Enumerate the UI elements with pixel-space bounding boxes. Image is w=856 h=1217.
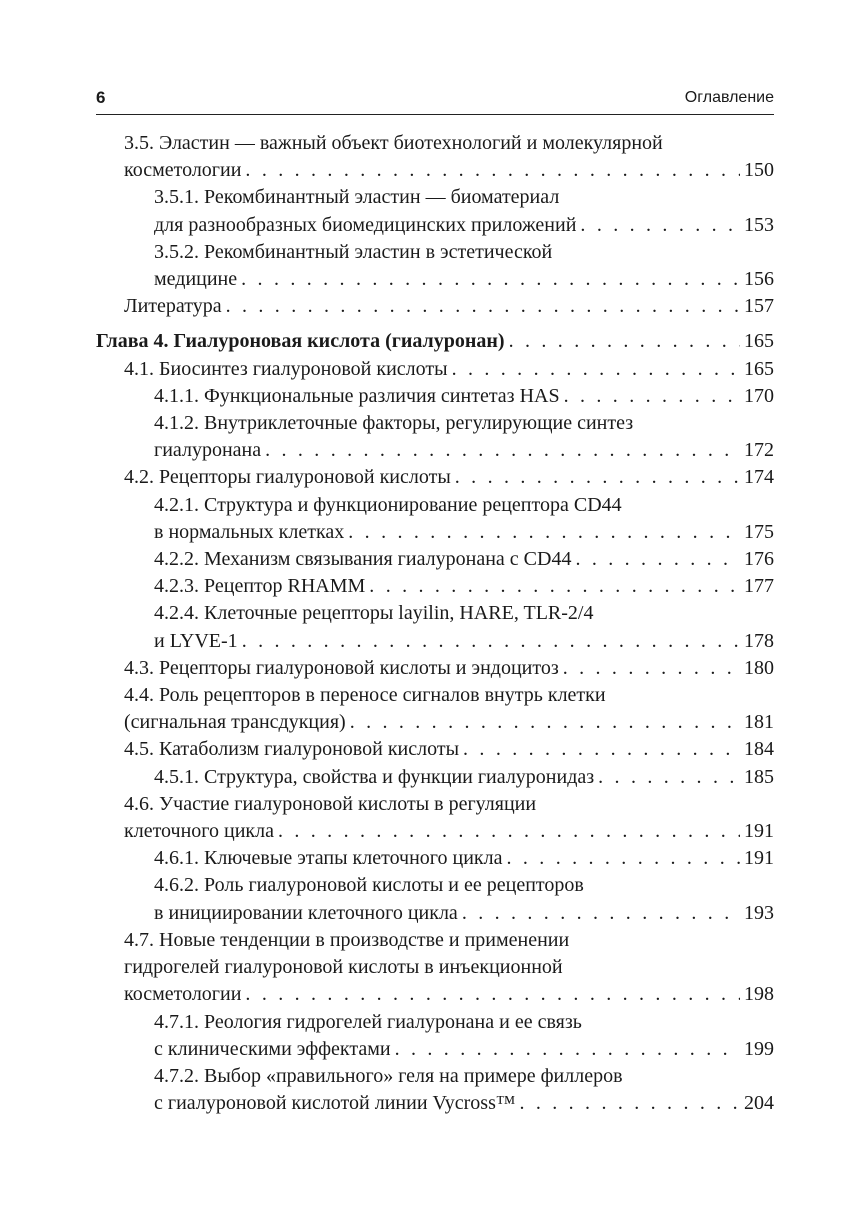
dot-leader bbox=[245, 157, 740, 184]
toc-page-number: 170 bbox=[744, 384, 774, 407]
toc-page-number: 191 bbox=[744, 847, 774, 870]
toc-entry-title-line: для разнообразных биомедицинских приложений bbox=[154, 213, 577, 236]
dot-leader bbox=[350, 709, 740, 736]
toc-entry bbox=[96, 383, 774, 410]
dot-leader bbox=[369, 573, 740, 600]
toc-entry-title-line: 4.3. Рецепторы гиалуроновой кислоты и эндоцитоз bbox=[124, 656, 559, 679]
toc-entry-title-line: 4.1. Биосинтез гиалуроновой кислоты bbox=[124, 357, 448, 380]
toc-page-number: 156 bbox=[744, 268, 774, 291]
dot-leader bbox=[278, 818, 740, 845]
toc-entry-title-line: 4.1.2. Внутриклеточные факторы, регулирующие синтез bbox=[154, 412, 634, 435]
toc-entry bbox=[96, 682, 774, 736]
toc-entry bbox=[96, 410, 774, 464]
toc-page-number: 176 bbox=[744, 548, 774, 571]
toc-entry bbox=[96, 464, 774, 491]
dot-leader bbox=[580, 212, 740, 239]
toc-entry-title-line: и LYVE-1 bbox=[154, 629, 238, 652]
dot-leader bbox=[564, 383, 740, 410]
dot-leader bbox=[462, 900, 740, 927]
dot-leader bbox=[348, 519, 740, 546]
toc-page-number: 204 bbox=[744, 1092, 774, 1115]
toc-entry-title-line: 4.2.3. Рецептор RHAMM bbox=[154, 575, 366, 598]
toc-entry-title-line: 4.2.4. Клеточные рецепторы layilin, HARE, TLR-2/4 bbox=[154, 602, 594, 625]
toc-entry bbox=[96, 600, 774, 654]
toc-entry-title-line: Литература bbox=[124, 295, 222, 318]
toc-entry-title-line: 3.5.1. Рекомбинантный эластин — биоматериал bbox=[154, 186, 560, 209]
toc-entry bbox=[96, 927, 774, 1009]
toc-page-number: 199 bbox=[744, 1037, 774, 1060]
toc-entry-title-line: медицине bbox=[154, 268, 238, 291]
running-title: Оглавление bbox=[684, 89, 774, 106]
toc-entry-title-line: гиалуронана bbox=[154, 439, 262, 462]
toc-entry-title-line: 3.5. Эластин — важный объект биотехнологий и молекулярной bbox=[124, 132, 663, 154]
dot-leader bbox=[395, 1036, 740, 1063]
toc-entry-title-line: 3.5.2. Рекомбинантный эластин в эстетической bbox=[154, 240, 553, 263]
toc-entry-title-line: в инициировании клеточного цикла bbox=[154, 901, 458, 924]
toc-entry bbox=[96, 573, 774, 600]
toc-entry bbox=[96, 239, 774, 293]
toc-entry-title-line: 4.7. Новые тенденции в производстве и применении bbox=[124, 928, 570, 951]
dot-leader bbox=[241, 266, 740, 293]
toc-entry-title-line: 4.2.1. Структура и функционирование рецептора CD44 bbox=[154, 493, 622, 516]
dot-leader bbox=[265, 437, 740, 464]
toc-page-number: 191 bbox=[744, 820, 774, 843]
toc-page-number: 172 bbox=[744, 439, 774, 462]
toc-entry-title-line: 4.6.2. Роль гиалуроновой кислоты и ее рецепторов bbox=[154, 874, 584, 897]
toc-entry bbox=[96, 1063, 774, 1117]
page-number: 6 bbox=[96, 88, 106, 107]
toc-page-number: 193 bbox=[744, 901, 774, 924]
toc-entry-title-line: с клиническими эффектами bbox=[154, 1037, 391, 1060]
dot-leader bbox=[242, 628, 740, 655]
toc-entry-title-line: 4.2. Рецепторы гиалуроновой кислоты bbox=[124, 466, 451, 489]
dot-leader bbox=[455, 464, 740, 491]
toc-entry bbox=[96, 293, 774, 320]
toc-entry bbox=[96, 1009, 774, 1063]
toc-entry-title-line: 4.5.1. Структура, свойства и функции гиалуронидаз bbox=[154, 765, 595, 788]
table-of-contents bbox=[96, 130, 774, 1117]
toc-entry-title-line: клеточного цикла bbox=[124, 820, 274, 843]
dot-leader bbox=[226, 293, 740, 320]
toc-page-number: 153 bbox=[744, 213, 774, 236]
toc-page-number: 184 bbox=[744, 738, 774, 761]
toc-page-number: 198 bbox=[744, 983, 774, 1006]
toc-page-number: 175 bbox=[744, 520, 774, 543]
toc-page-number: 165 bbox=[744, 330, 774, 353]
toc-chapter-entry bbox=[96, 328, 774, 355]
toc-entry-title-line: с гиалуроновой кислотой линии Vycross™ bbox=[154, 1092, 516, 1115]
dot-leader bbox=[575, 546, 740, 573]
toc-entry bbox=[96, 655, 774, 682]
running-header bbox=[96, 86, 774, 115]
toc-entry-title-line: 4.6.1. Ключевые этапы клеточного цикла bbox=[154, 847, 503, 870]
toc-page-number: 157 bbox=[744, 295, 774, 318]
dot-leader bbox=[452, 356, 740, 383]
toc-page-number: 185 bbox=[744, 765, 774, 788]
toc-entry bbox=[96, 845, 774, 872]
toc-page-number: 180 bbox=[744, 656, 774, 679]
dot-leader bbox=[245, 981, 740, 1008]
toc-entry-title-line: косметологии bbox=[124, 159, 242, 182]
dot-leader bbox=[598, 764, 740, 791]
toc-entry-title-line: Глава 4. Гиалуроновая кислота (гиалуронан) bbox=[96, 330, 505, 353]
toc-entry-title-line: 4.7.2. Выбор «правильного» геля на примере филлеров bbox=[154, 1064, 623, 1087]
toc-page-number: 181 bbox=[744, 711, 774, 734]
toc-page-number: 174 bbox=[744, 466, 774, 489]
toc-entry-title-line: 4.6. Участие гиалуроновой кислоты в регуляции bbox=[124, 792, 537, 815]
toc-entry bbox=[96, 736, 774, 763]
toc-entry-title-line: 4.2.2. Механизм связывания гиалуронана с CD44 bbox=[154, 548, 572, 571]
toc-entry bbox=[96, 872, 774, 926]
toc-page-number: 165 bbox=[744, 357, 774, 380]
toc-entry bbox=[96, 184, 774, 238]
toc-entry-title-line: 4.5. Катаболизм гиалуроновой кислоты bbox=[124, 738, 460, 761]
toc-entry-title-line: 4.7.1. Реология гидрогелей гиалуронана и ее связь bbox=[154, 1010, 582, 1033]
toc-entry-title-line: (сигнальная трансдукция) bbox=[124, 711, 346, 734]
dot-leader bbox=[507, 845, 741, 872]
toc-page-number: 150 bbox=[744, 159, 774, 182]
toc-entry bbox=[96, 130, 774, 184]
dot-leader bbox=[519, 1090, 740, 1117]
toc-entry-title-line: косметологии bbox=[124, 983, 242, 1006]
toc-entry bbox=[96, 764, 774, 791]
toc-entry bbox=[96, 492, 774, 546]
toc-page-number: 177 bbox=[744, 575, 774, 598]
toc-page-number: 178 bbox=[744, 629, 774, 652]
toc-entry bbox=[96, 791, 774, 845]
toc-entry bbox=[96, 546, 774, 573]
toc-entry-title-line: 4.4. Роль рецепторов в переносе сигналов внутрь клетки bbox=[124, 684, 606, 707]
toc-entry-title-line: в нормальных клетках bbox=[154, 520, 345, 543]
toc-entry-title-line: 4.1.1. Функциональные различия синтетаз HAS bbox=[154, 384, 560, 407]
dot-leader bbox=[463, 736, 740, 763]
dot-leader bbox=[563, 655, 740, 682]
toc-entry-title-line: гидрогелей гиалуроновой кислоты в инъекционной bbox=[124, 956, 563, 979]
dot-leader bbox=[509, 328, 740, 355]
toc-entry bbox=[96, 356, 774, 383]
